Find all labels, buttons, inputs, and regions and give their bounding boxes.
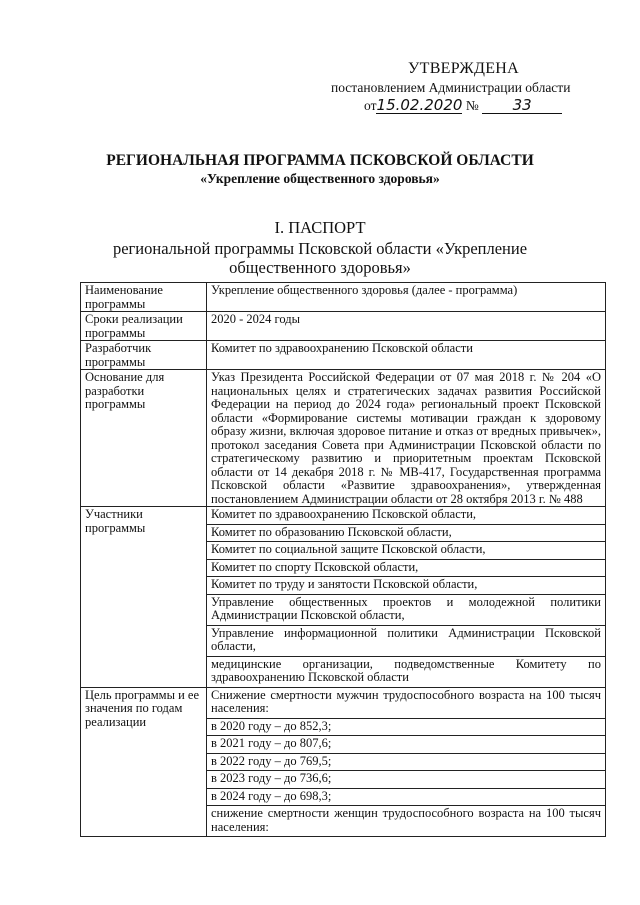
list-item: Управление общественных проектов и молодежной политики Администрации Псковской области, [207, 595, 605, 626]
program-subtitle: «Укрепление общественного здоровья» [200, 171, 440, 186]
approval-title: УТВЕРЖДЕНА [408, 60, 520, 77]
approval-date-number [364, 98, 562, 114]
row-value: Комитет по здравоохранению Псковской области [207, 341, 606, 370]
table-row [81, 370, 606, 507]
handwritten-number: 33 [482, 98, 562, 114]
approval-resolution: постановлением Администрации области [331, 80, 571, 95]
list-item: медицинские организации, подведомственные Комитету по здравоохранению Псковской области [211, 656, 601, 684]
list-item: в 2022 году – до 769,5; [207, 754, 605, 772]
goals-list [207, 687, 606, 837]
list-item: Комитет по спорту Псковской области, [207, 560, 605, 578]
table-row [81, 283, 606, 312]
participants-list [207, 507, 606, 688]
table-row [81, 507, 606, 688]
row-value: Указ Президента Российской Федерации от 07 мая 2018 г. № 204 «О национальных целях и стратегических задачах развития Российской Федерации на период до 2024 года» региональный проект Псковской области «Формирование системы мотивации граждан к здоровому образу жизни, включая здоровое питание и отказ от вредных привычек», протокол заседания Совета при Администрации Псковской области по стратегическому развитию и приоритетным проектам Псковской области от 14 декабря 2018 г. № МВ-417, Государственная программа Псковской области «Развитие здравоохранения», утвержденная постановлением Администрации области от 28 октября 2013 г. № 488 [207, 370, 606, 507]
list-item: Комитет по образованию Псковской области, [207, 525, 605, 543]
table-row [81, 687, 606, 837]
number-label: № [465, 98, 479, 113]
list-item: в 2024 году – до 698,3; [207, 789, 605, 807]
row-label: Основание для разработки программы [81, 370, 207, 507]
list-item: Управление информационной политики Администрации Псковской области, [207, 626, 605, 657]
passport-subheading-1: региональной программы Псковской области «Укрепление [112, 239, 528, 258]
list-item: в 2021 году – до 807,6; [207, 736, 605, 754]
row-value: 2020 - 2024 годы [207, 312, 606, 341]
participants-label: Участники программы [81, 507, 207, 688]
list-item: Комитет по труду и занятости Псковской области, [207, 577, 605, 595]
passport-subheading-2: общественного здоровья» [229, 258, 411, 277]
row-label: Наименование программы [81, 283, 207, 312]
passport-heading: I. ПАСПОРТ [274, 218, 366, 237]
row-label: Разработчик программы [81, 341, 207, 370]
program-title: РЕГИОНАЛЬНАЯ ПРОГРАММА ПСКОВСКОЙ ОБЛАСТИ [106, 152, 534, 169]
table-row [81, 341, 606, 370]
list-item: в 2023 году – до 736,6; [207, 771, 605, 789]
list-item: снижение смертности женщин трудоспособного возраста на 100 тысяч населения: [211, 806, 601, 834]
from-label: от [364, 98, 377, 113]
row-label: Сроки реализации программы [81, 312, 207, 341]
list-item: Снижение смертности мужчин трудоспособного возраста на 100 тысяч населения: [207, 688, 605, 719]
table-row [81, 312, 606, 341]
row-value: Укрепление общественного здоровья (далее - программа) [207, 283, 606, 312]
list-item: Комитет по здравоохранению Псковской области, [207, 507, 605, 525]
passport-table [80, 282, 606, 837]
list-item: в 2020 году – до 852,3; [207, 719, 605, 737]
list-item: Комитет по социальной защите Псковской области, [207, 542, 605, 560]
handwritten-date: 15.02.2020 [376, 96, 463, 114]
goals-label: Цель программы и ее значения по годам реализации [81, 687, 207, 837]
